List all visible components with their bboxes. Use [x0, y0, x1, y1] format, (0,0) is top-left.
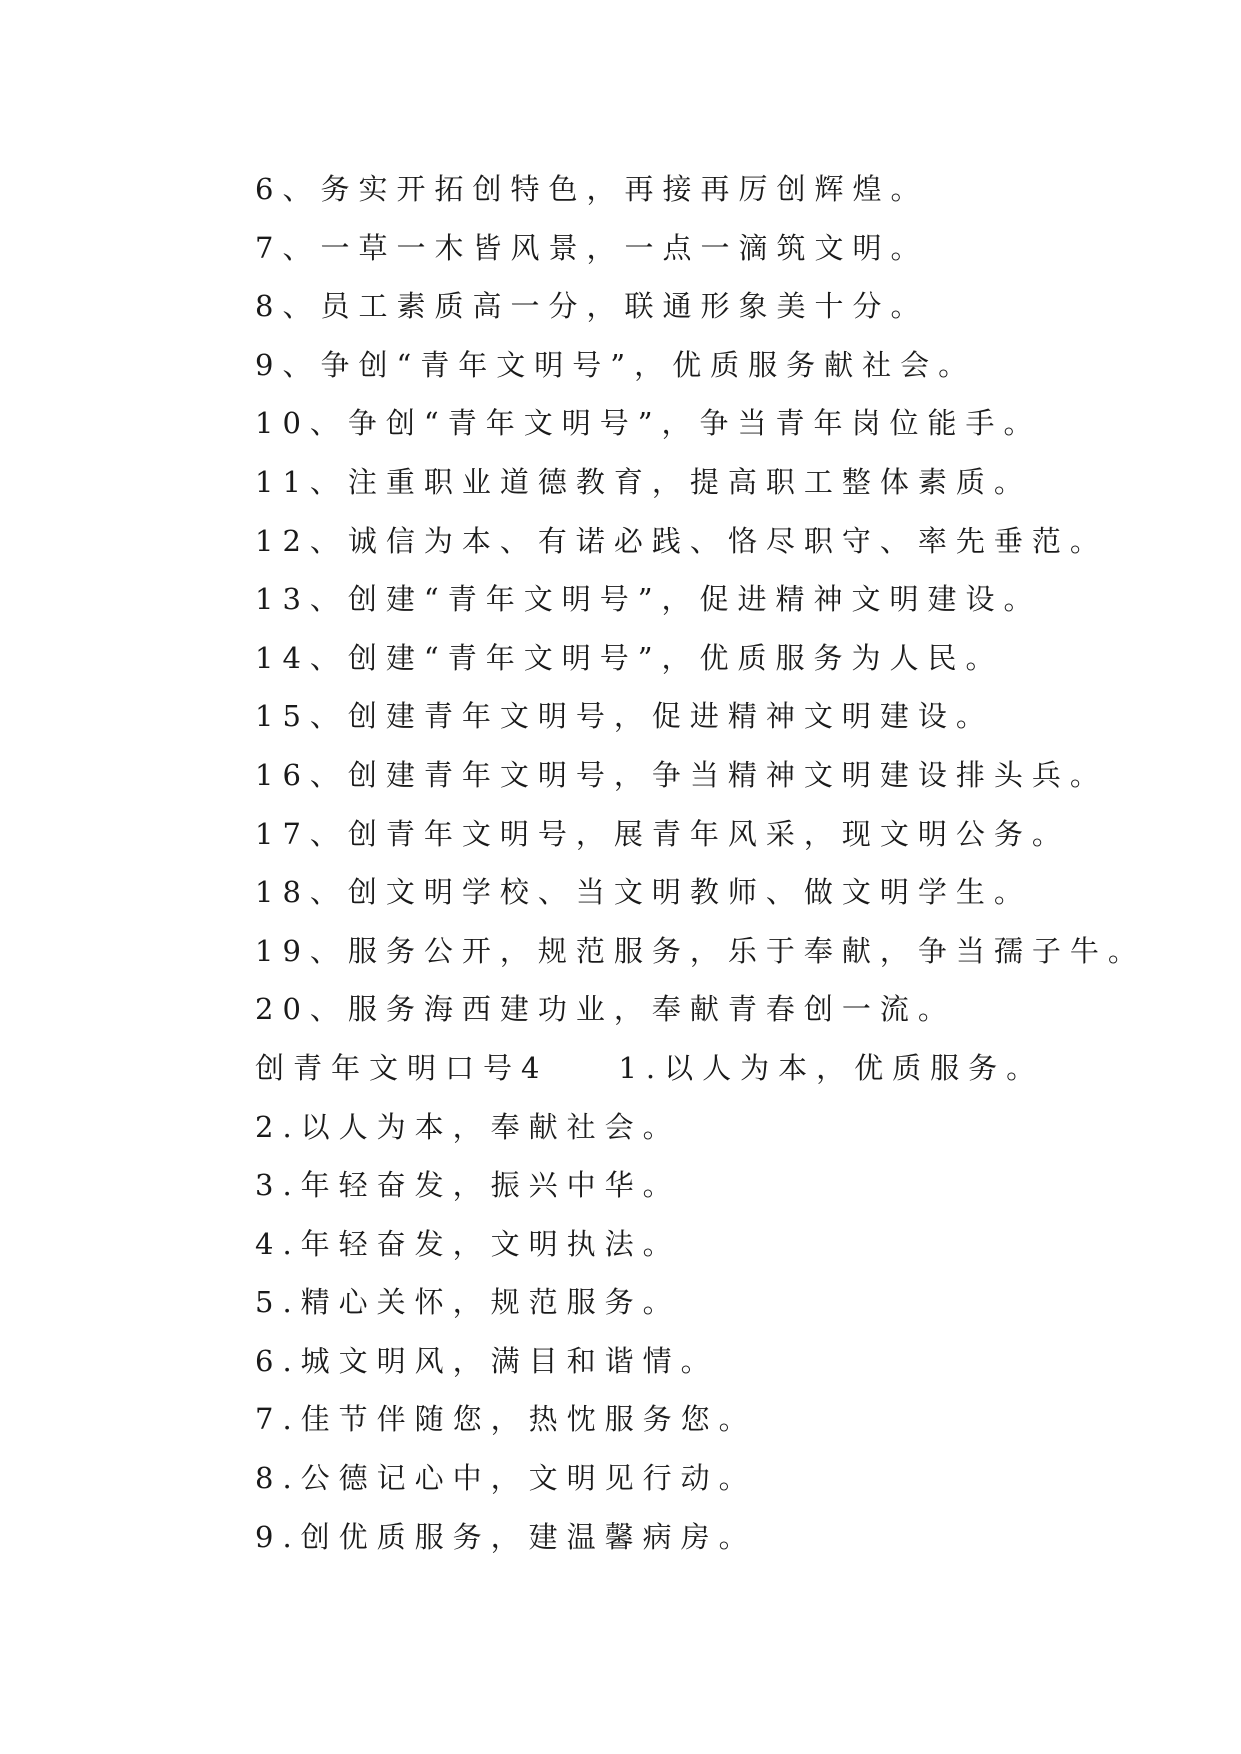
numbered-item: 7.佳节伴随您，热忱服务您。 [255, 1402, 757, 1437]
numbered-item: 4.年轻奋发，文明执法。 [255, 1226, 681, 1261]
slogan-line: 19、服务公开，规范服务，乐于奉献，争当孺子牛。 [255, 933, 1146, 968]
slogan-line: 11、注重职业道德教育，提高职工整体素质。 [255, 464, 1032, 499]
slogan-line: 12、诚信为本、有诺必践、恪尽职守、率先垂范。 [255, 523, 1108, 558]
section-first-item: 1.以人为本，优质服务。 [618, 1050, 1045, 1085]
numbered-item: 9.创优质服务，建温馨病房。 [255, 1519, 757, 1554]
slogan-line: 14、创建“青年文明号”，优质服务为人民。 [255, 640, 1004, 675]
numbered-item: 5.精心关怀，规范服务。 [255, 1285, 681, 1320]
slogan-list [255, 160, 1155, 1566]
slogan-line: 10、争创“青年文明号”，争当青年岗位能手。 [255, 406, 1042, 441]
numbered-item: 8.公德记心中，文明见行动。 [255, 1461, 757, 1496]
section-heading: 创青年文明口号4 [255, 1050, 549, 1085]
slogan-line: 13、创建“青年文明号”，促进精神文明建设。 [255, 582, 1042, 617]
slogan-line: 18、创文明学校、当文明教师、做文明学生。 [255, 875, 1032, 910]
slogan-line: 17、创青年文明号，展青年风采，现文明公务。 [255, 816, 1070, 851]
slogan-line: 6、务实开拓创特色，再接再厉创辉煌。 [255, 172, 929, 206]
numbered-item: 6.城文明风，满目和谐情。 [255, 1343, 719, 1378]
slogan-line: 20、服务海西建功业，奉献青春创一流。 [255, 992, 956, 1027]
numbered-item: 3.年轻奋发，振兴中华。 [255, 1168, 681, 1203]
slogan-line: 8、员工素质高一分，联通形象美十分。 [255, 289, 929, 324]
numbered-item: 2.以人为本，奉献社会。 [255, 1109, 681, 1144]
slogan-line: 7、一草一木皆风景，一点一滴筑文明。 [255, 230, 929, 265]
slogan-line: 9、争创“青年文明号”，优质服务献社会。 [255, 347, 977, 382]
slogan-line: 15、创建青年文明号，促进精神文明建设。 [255, 699, 994, 734]
slogan-line: 16、创建青年文明号，争当精神文明建设排头兵。 [255, 757, 1108, 792]
section-heading-line [255, 1039, 1155, 1098]
